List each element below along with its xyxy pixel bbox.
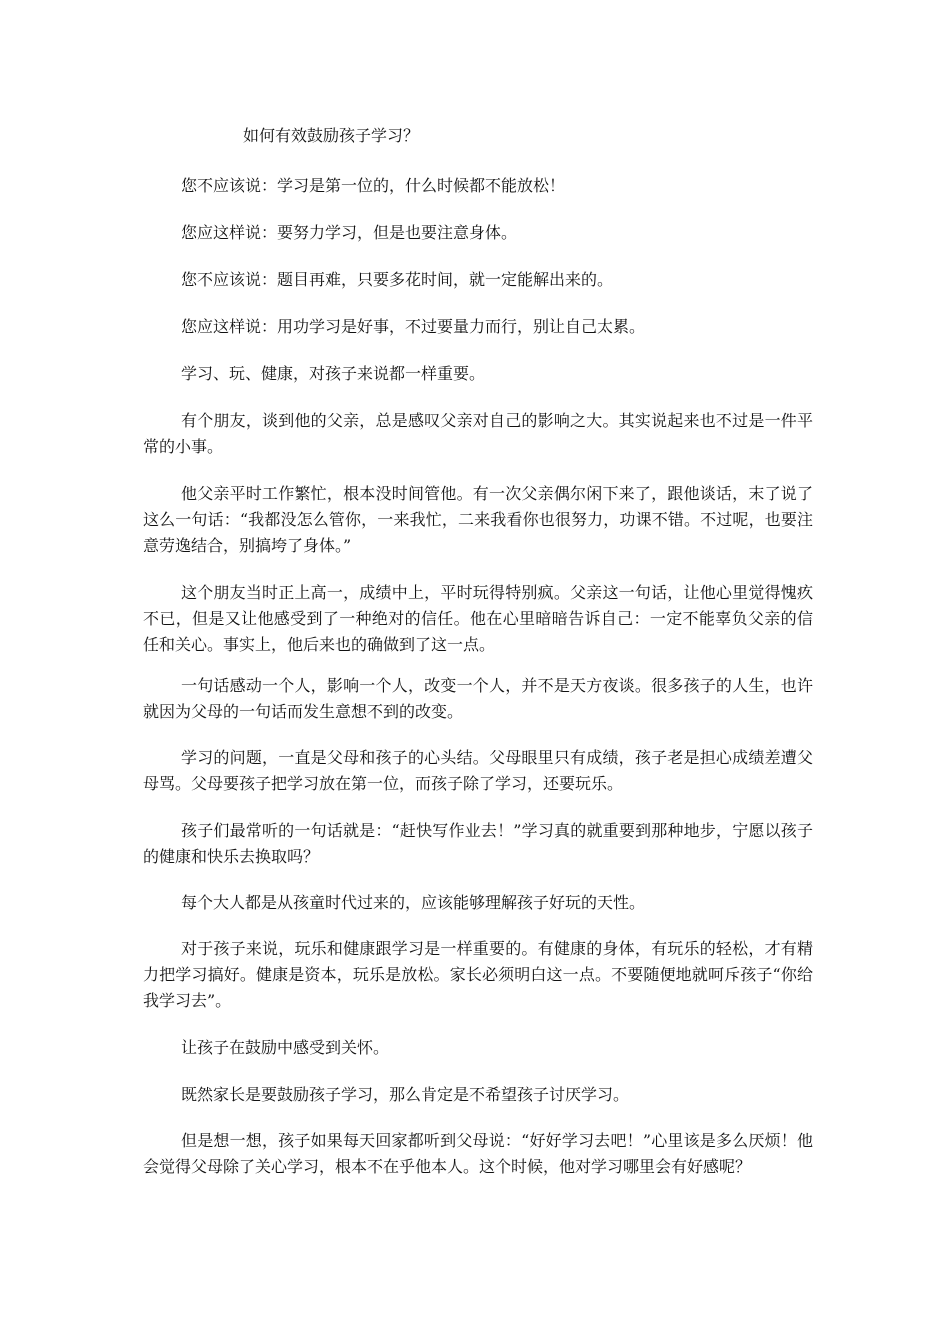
paragraph: 他父亲平时工作繁忙，根本没时间管他。有一次父亲偶尔闲下来了，跟他谈话，末了说了这么一句话：“我都没怎么管你，一来我忙，二来我看你也很努力，功课不错。不过呢，也要注意劳逸结合，别搞垮了身体。” (143, 484, 813, 555)
paragraph: 您不应该说：题目再难，只要多花时间，就一定能解出来的。 (181, 270, 614, 289)
paragraph: 让孩子在鼓励中感受到关怀。 (181, 1038, 390, 1057)
paragraph: 学习的问题，一直是父母和孩子的心头结。父母眼里只有成绩，孩子老是担心成绩差遭父母骂。父母要孩子把学习放在第一位，而孩子除了学习，还要玩乐。 (143, 748, 813, 793)
paragraph: 对于孩子来说，玩乐和健康跟学习是一样重要的。有健康的身体，有玩乐的轻松，才有精力把学习搞好。健康是资本，玩乐是放松。家长必须明白这一点。不要随便地就呵斥孩子“你给我学习去”。 (143, 939, 813, 1010)
paragraph: 但是想一想，孩子如果每天回家都听到父母说：“好好学习去吧！”心里该是多么厌烦！他会觉得父母除了关心学习，根本不在乎他本人。这个时候，他对学习哪里会有好感呢？ (143, 1131, 813, 1176)
paragraph: 每个大人都是从孩童时代过来的，应该能够理解孩子好玩的天性。 (181, 893, 646, 912)
paragraph: 既然家长是要鼓励孩子学习，那么肯定是不希望孩子讨厌学习。 (181, 1085, 630, 1104)
paragraph: 一句话感动一个人，影响一个人，改变一个人，并不是天方夜谈。很多孩子的人生，也许就因为父母的一句话而发生意想不到的改变。 (143, 676, 813, 721)
paragraph: 您不应该说：学习是第一位的，什么时候都不能放松！ (181, 176, 566, 195)
paragraph: 学习、玩、健康，对孩子来说都一样重要。 (181, 364, 486, 383)
paragraph: 有个朋友，谈到他的父亲，总是感叹父亲对自己的影响之大。其实说起来也不过是一件平常的小事。 (143, 411, 813, 456)
document-title: 如何有效鼓励孩子学习？ (243, 126, 420, 145)
paragraph: 这个朋友当时正上高一，成绩中上，平时玩得特别疯。父亲这一句话，让他心里觉得愧疚不已，但是又让他感受到了一种绝对的信任。他在心里暗暗告诉自己：一定不能辜负父亲的信任和关心。事实上，他后来也的确做到了这一点。 (143, 583, 813, 654)
paragraph: 您应这样说：要努力学习，但是也要注意身体。 (181, 223, 518, 242)
paragraph: 孩子们最常听的一句话就是：“赶快写作业去！”学习真的就重要到那种地步，宁愿以孩子的健康和快乐去换取吗？ (143, 821, 813, 866)
paragraph: 您应这样说：用功学习是好事，不过要量力而行，别让自己太累。 (181, 317, 646, 336)
